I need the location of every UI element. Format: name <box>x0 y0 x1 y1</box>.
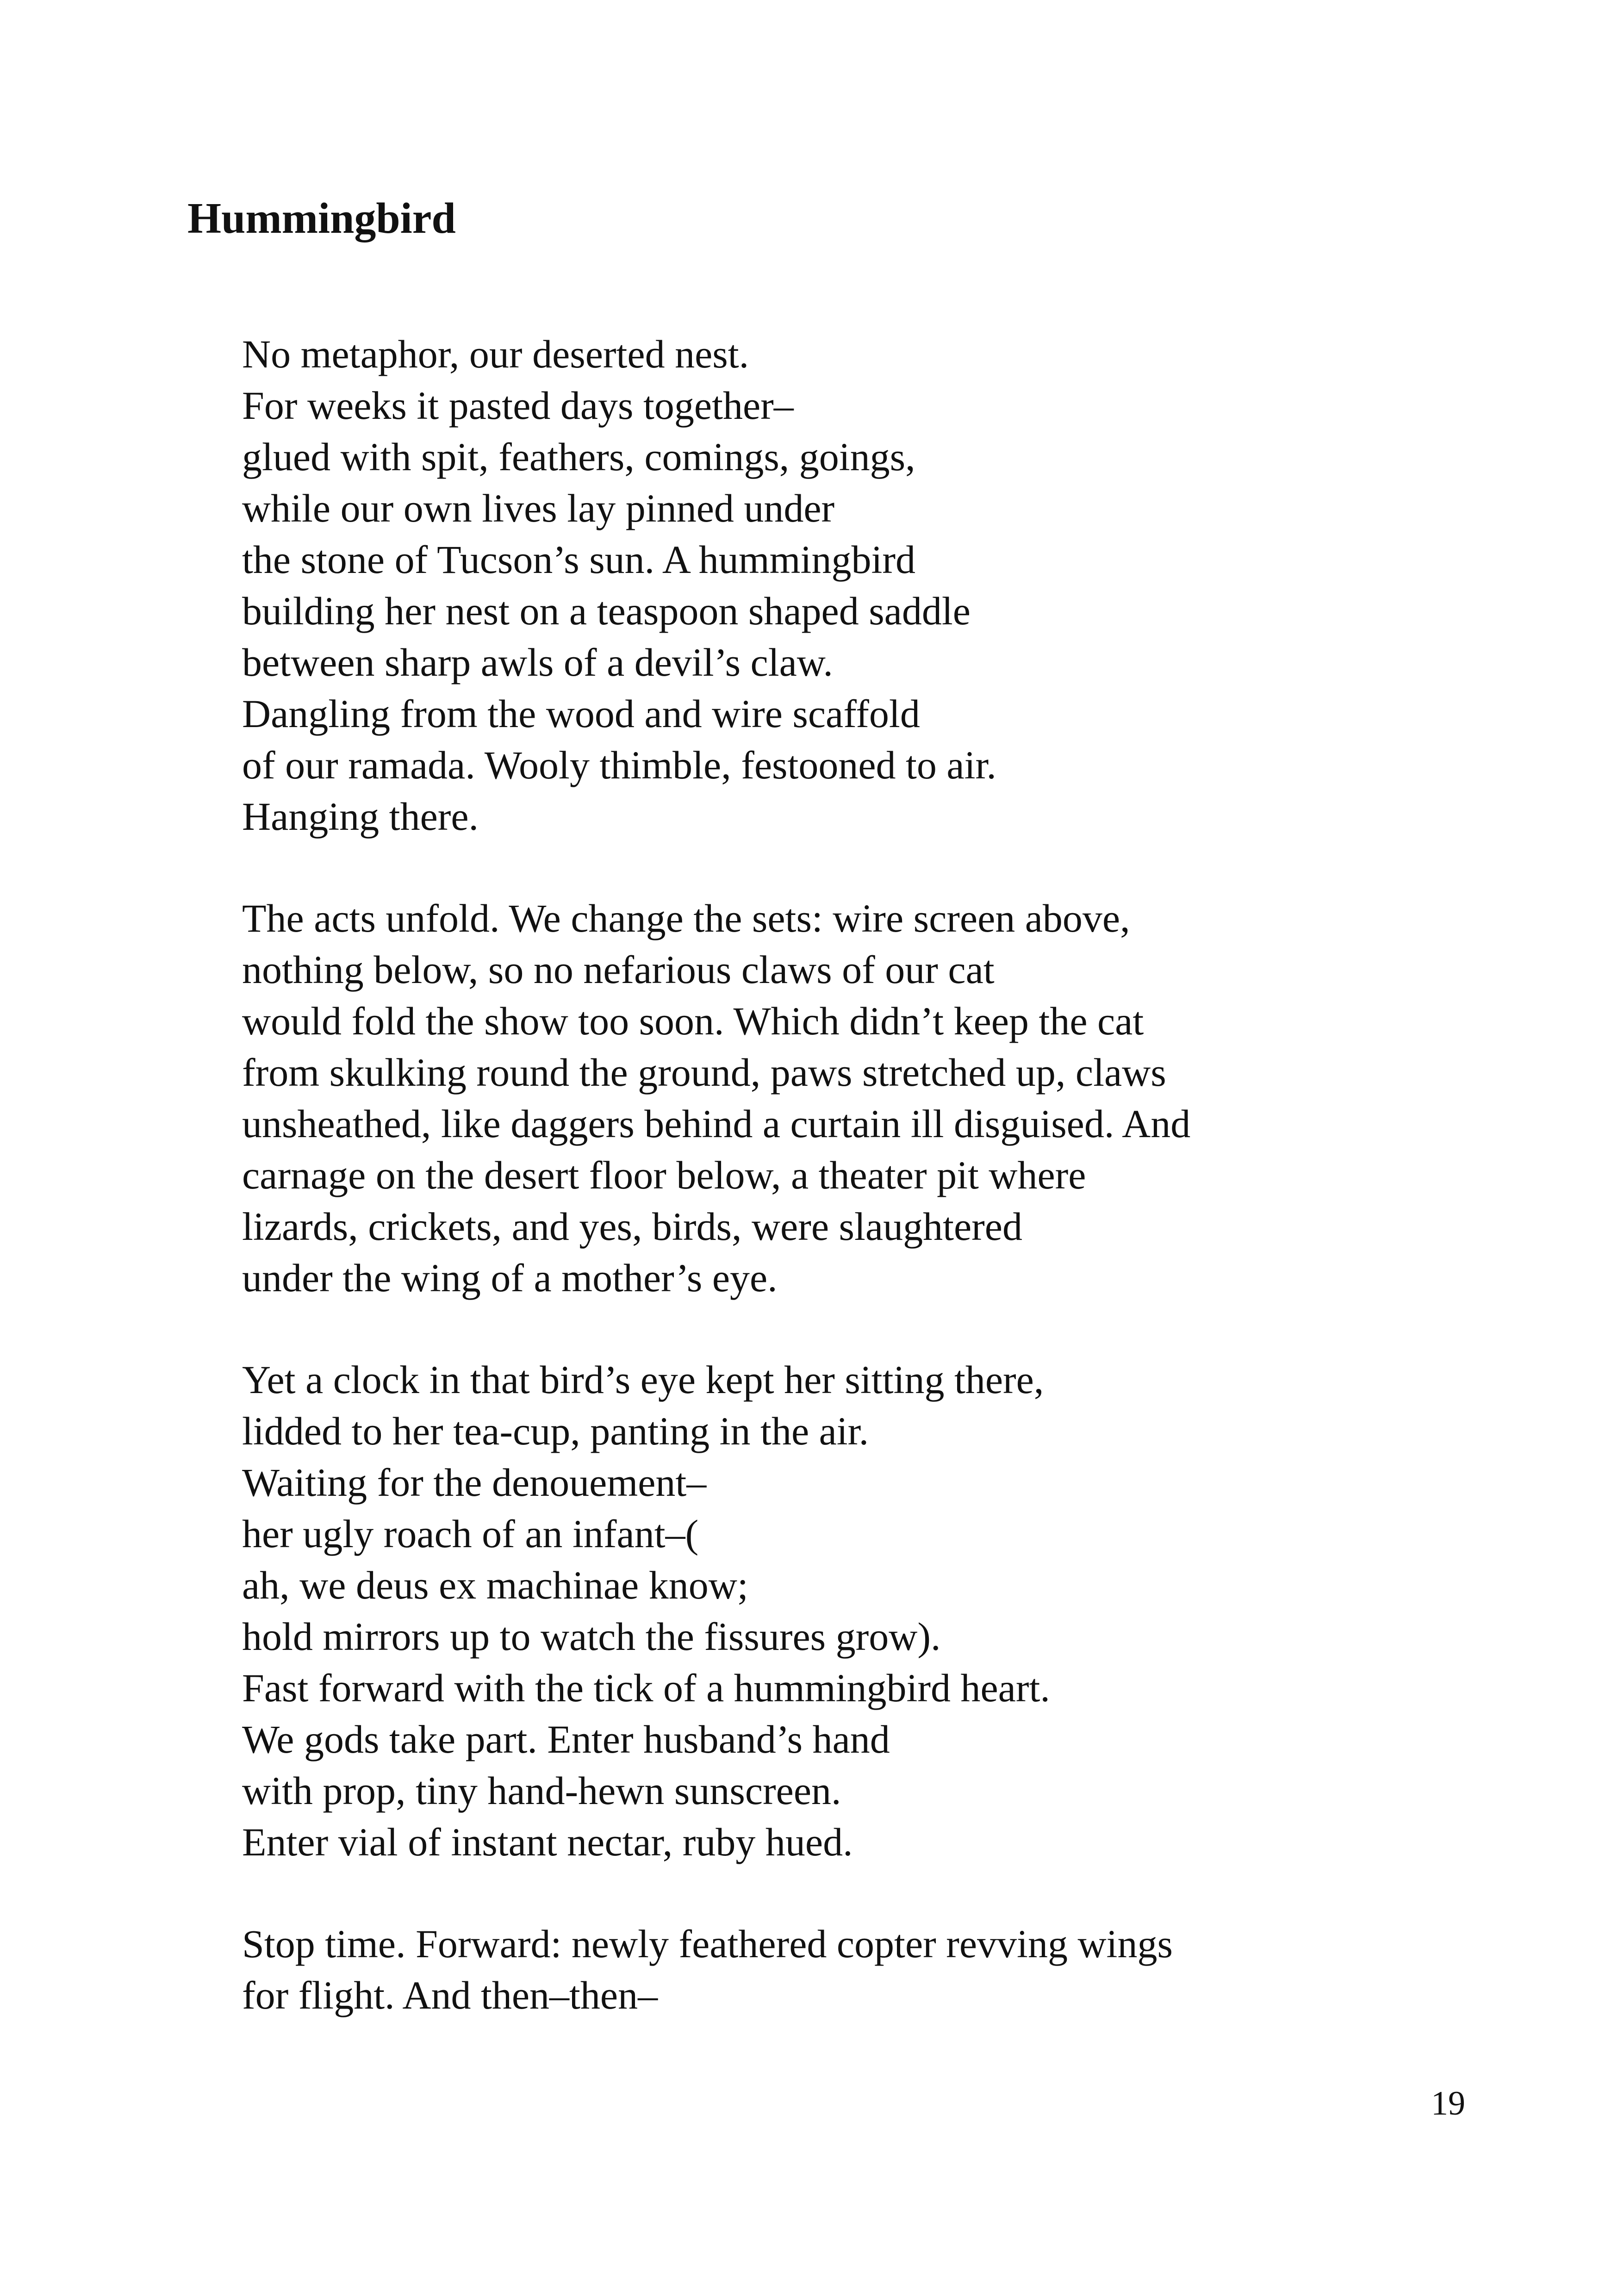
stanza-4 <box>242 1918 1492 2021</box>
poem-line: for flight. And then–then– <box>242 1973 658 2017</box>
poem-line: Hanging there. <box>242 794 479 839</box>
poem-line: Enter vial of instant nectar, ruby hued. <box>242 1820 853 1864</box>
poem-line: would fold the show too soon. Which didn’t keep the cat <box>242 999 1144 1043</box>
poem-title: Hummingbird <box>187 194 456 243</box>
poem-line: No metaphor, our deserted nest. <box>242 332 749 376</box>
poem-line: glued with spit, feathers, comings, goings, <box>242 435 915 479</box>
poem-line: Waiting for the denouement– <box>242 1460 707 1505</box>
poem-line: her ugly roach of an infant–( <box>242 1512 699 1556</box>
page-number: 19 <box>1431 2084 1465 2122</box>
poem-line: lizards, crickets, and yes, birds, were slaughtered <box>242 1204 1022 1249</box>
poem-line: under the wing of a mother’s eye. <box>242 1256 778 1300</box>
poem-line: hold mirrors up to watch the fissures grow). <box>242 1614 941 1659</box>
poem-line: carnage on the desert floor below, a theater pit where <box>242 1153 1086 1197</box>
poem-line: Stop time. Forward: newly feathered copter revving wings <box>242 1922 1173 1966</box>
poem-line: Yet a clock in that bird’s eye kept her sitting there, <box>242 1357 1044 1402</box>
poem-line: We gods take part. Enter husband’s hand <box>242 1717 890 1761</box>
poem-line: with prop, tiny hand-hewn sunscreen. <box>242 1768 841 1813</box>
poem-line: Dangling from the wood and wire scaffold <box>242 691 920 736</box>
poem-line: The acts unfold. We change the sets: wire screen above, <box>242 896 1130 940</box>
stanza-2 <box>242 893 1492 1304</box>
poem-line: nothing below, so no nefarious claws of our cat <box>242 947 995 992</box>
stanza-3 <box>242 1354 1492 1868</box>
poem-line: Fast forward with the tick of a hummingbird heart. <box>242 1666 1050 1710</box>
poem-line: the stone of Tucson’s sun. A hummingbird <box>242 537 915 582</box>
poem-line: while our own lives lay pinned under <box>242 486 835 530</box>
poem-body <box>242 329 1492 2072</box>
poem-line: of our ramada. Wooly thimble, festooned to air. <box>242 743 996 787</box>
stanza-1 <box>242 329 1492 842</box>
poem-line: ah, we deus ex machinae know; <box>242 1563 748 1607</box>
poem-line: building her nest on a teaspoon shaped saddle <box>242 589 971 633</box>
poem-line: between sharp awls of a devil’s claw. <box>242 640 833 684</box>
poem-line: unsheathed, like daggers behind a curtain ill disguised. And <box>242 1101 1191 1146</box>
poem-line: lidded to her tea-cup, panting in the air. <box>242 1409 869 1453</box>
poem-line: from skulking round the ground, paws stretched up, claws <box>242 1050 1166 1095</box>
poem-line: For weeks it pasted days together– <box>242 383 794 428</box>
